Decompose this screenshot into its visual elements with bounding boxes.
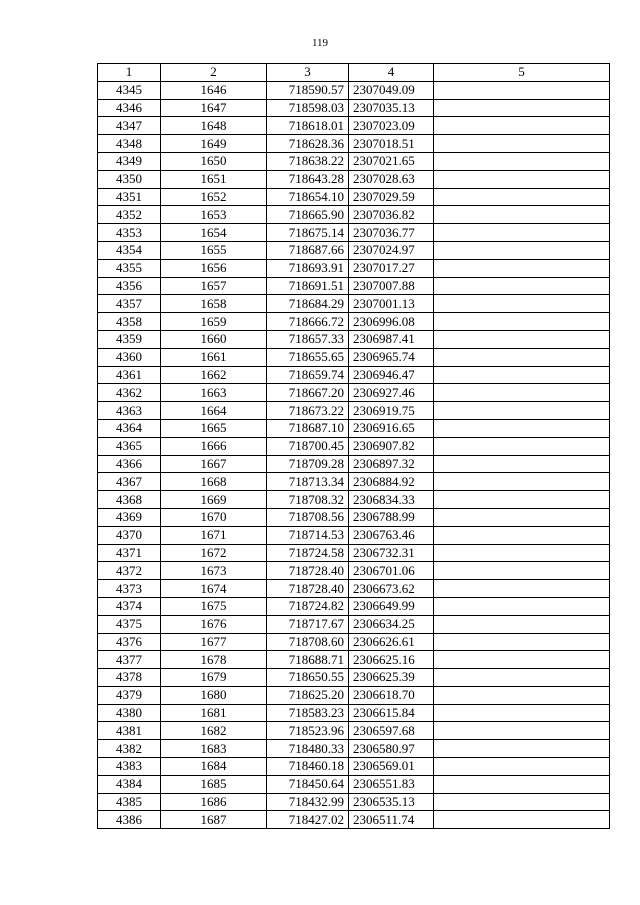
note-cell [434,580,610,598]
x-coordinate-cell: 718688.71 [267,651,349,669]
header-row [98,64,610,82]
table-row [98,330,610,348]
x-coordinate-cell: 718728.40 [267,580,349,598]
y-coordinate-cell: 2306919.75 [349,402,434,420]
y-coordinate-cell: 2307036.77 [349,224,434,242]
y-coordinate-cell: 2306649.99 [349,597,434,615]
x-coordinate-cell: 718675.14 [267,224,349,242]
y-coordinate-cell: 2306625.16 [349,651,434,669]
vertex-number-cell: 1668 [161,473,267,491]
y-coordinate-cell: 2306916.65 [349,419,434,437]
y-coordinate-cell: 2307024.97 [349,241,434,259]
table-row [98,188,610,206]
x-coordinate-cell: 718657.33 [267,330,349,348]
y-coordinate-cell: 2306551.83 [349,775,434,793]
note-cell [434,722,610,740]
table-row [98,437,610,455]
y-coordinate-cell: 2306927.46 [349,384,434,402]
note-cell [434,241,610,259]
table-row [98,580,610,598]
y-coordinate-cell: 2307001.13 [349,295,434,313]
y-coordinate-cell: 2307007.88 [349,277,434,295]
x-coordinate-cell: 718628.36 [267,135,349,153]
x-coordinate-cell: 718583.23 [267,704,349,722]
vertex-number-cell: 1676 [161,615,267,633]
point-id-cell: 4377 [98,651,161,669]
x-coordinate-cell: 718618.01 [267,117,349,135]
note-cell [434,508,610,526]
table-row [98,491,610,509]
vertex-number-cell: 1650 [161,152,267,170]
vertex-number-cell: 1656 [161,259,267,277]
point-id-cell: 4352 [98,206,161,224]
x-coordinate-cell: 718713.34 [267,473,349,491]
vertex-number-cell: 1681 [161,704,267,722]
point-id-cell: 4353 [98,224,161,242]
vertex-number-cell: 1683 [161,740,267,758]
point-id-cell: 4347 [98,117,161,135]
vertex-number-cell: 1666 [161,437,267,455]
note-cell [434,597,610,615]
note-cell [434,651,610,669]
y-coordinate-cell: 2306597.68 [349,722,434,740]
y-coordinate-cell: 2306701.06 [349,562,434,580]
point-id-cell: 4385 [98,793,161,811]
table-row [98,295,610,313]
table-row [98,615,610,633]
table-row [98,117,610,135]
x-coordinate-cell: 718638.22 [267,152,349,170]
note-cell [434,348,610,366]
table-row [98,793,610,811]
x-coordinate-cell: 718684.29 [267,295,349,313]
point-id-cell: 4380 [98,704,161,722]
x-coordinate-cell: 718724.82 [267,597,349,615]
note-cell [434,330,610,348]
note-cell [434,117,610,135]
note-cell [434,206,610,224]
table-row [98,811,610,829]
y-coordinate-cell: 2307035.13 [349,99,434,117]
table-row [98,206,610,224]
note-cell [434,455,610,473]
vertex-number-cell: 1670 [161,508,267,526]
y-coordinate-cell: 2307029.59 [349,188,434,206]
point-id-cell: 4375 [98,615,161,633]
point-id-cell: 4384 [98,775,161,793]
vertex-number-cell: 1660 [161,330,267,348]
x-coordinate-cell: 718724.58 [267,544,349,562]
table-row [98,152,610,170]
point-id-cell: 4370 [98,526,161,544]
table-row [98,313,610,331]
y-coordinate-cell: 2306569.01 [349,758,434,776]
y-coordinate-cell: 2307028.63 [349,170,434,188]
point-id-cell: 4360 [98,348,161,366]
point-id-cell: 4361 [98,366,161,384]
vertex-number-cell: 1651 [161,170,267,188]
note-cell [434,811,610,829]
x-coordinate-cell: 718450.64 [267,775,349,793]
point-id-cell: 4373 [98,580,161,598]
coordinates-table [97,63,610,829]
page-number: 119 [311,37,329,49]
vertex-number-cell: 1673 [161,562,267,580]
vertex-number-cell: 1687 [161,811,267,829]
point-id-cell: 4350 [98,170,161,188]
point-id-cell: 4359 [98,330,161,348]
x-coordinate-cell: 718655.65 [267,348,349,366]
note-cell [434,366,610,384]
y-coordinate-cell: 2306946.47 [349,366,434,384]
x-coordinate-cell: 718717.67 [267,615,349,633]
point-id-cell: 4349 [98,152,161,170]
table-row [98,740,610,758]
vertex-number-cell: 1663 [161,384,267,402]
point-id-cell: 4365 [98,437,161,455]
x-coordinate-cell: 718691.51 [267,277,349,295]
note-cell [434,419,610,437]
column-header-5: 5 [434,64,610,82]
point-id-cell: 4368 [98,491,161,509]
point-id-cell: 4367 [98,473,161,491]
x-coordinate-cell: 718673.22 [267,402,349,420]
x-coordinate-cell: 718693.91 [267,259,349,277]
y-coordinate-cell: 2307049.09 [349,81,434,99]
x-coordinate-cell: 718598.03 [267,99,349,117]
point-id-cell: 4346 [98,99,161,117]
table-body [98,81,610,828]
x-coordinate-cell: 718708.32 [267,491,349,509]
vertex-number-cell: 1655 [161,241,267,259]
y-coordinate-cell: 2306511.74 [349,811,434,829]
vertex-number-cell: 1669 [161,491,267,509]
y-coordinate-cell: 2307036.82 [349,206,434,224]
vertex-number-cell: 1657 [161,277,267,295]
table-row [98,633,610,651]
y-coordinate-cell: 2306788.99 [349,508,434,526]
table-row [98,704,610,722]
note-cell [434,188,610,206]
note-cell [434,740,610,758]
vertex-number-cell: 1675 [161,597,267,615]
y-coordinate-cell: 2306673.62 [349,580,434,598]
point-id-cell: 4369 [98,508,161,526]
note-cell [434,775,610,793]
y-coordinate-cell: 2306763.46 [349,526,434,544]
vertex-number-cell: 1674 [161,580,267,598]
table-row [98,402,610,420]
vertex-number-cell: 1659 [161,313,267,331]
note-cell [434,686,610,704]
x-coordinate-cell: 718654.10 [267,188,349,206]
table-row [98,597,610,615]
table-row [98,562,610,580]
x-coordinate-cell: 718687.10 [267,419,349,437]
y-coordinate-cell: 2307021.65 [349,152,434,170]
note-cell [434,526,610,544]
table-row [98,669,610,687]
x-coordinate-cell: 718590.57 [267,81,349,99]
note-cell [434,152,610,170]
vertex-number-cell: 1677 [161,633,267,651]
y-coordinate-cell: 2306634.25 [349,615,434,633]
point-id-cell: 4371 [98,544,161,562]
table-row [98,348,610,366]
column-header-4: 4 [349,64,434,82]
x-coordinate-cell: 718432.99 [267,793,349,811]
table-row [98,775,610,793]
x-coordinate-cell: 718667.20 [267,384,349,402]
vertex-number-cell: 1667 [161,455,267,473]
table-row [98,508,610,526]
note-cell [434,704,610,722]
x-coordinate-cell: 718708.56 [267,508,349,526]
vertex-number-cell: 1648 [161,117,267,135]
note-cell [434,384,610,402]
note-cell [434,295,610,313]
y-coordinate-cell: 2306996.08 [349,313,434,331]
point-id-cell: 4354 [98,241,161,259]
point-id-cell: 4348 [98,135,161,153]
vertex-number-cell: 1661 [161,348,267,366]
note-cell [434,758,610,776]
note-cell [434,313,610,331]
note-cell [434,633,610,651]
y-coordinate-cell: 2307023.09 [349,117,434,135]
y-coordinate-cell: 2306732.31 [349,544,434,562]
table-row [98,758,610,776]
note-cell [434,562,610,580]
point-id-cell: 4378 [98,669,161,687]
vertex-number-cell: 1665 [161,419,267,437]
table-row [98,99,610,117]
column-header-2: 2 [161,64,267,82]
point-id-cell: 4363 [98,402,161,420]
x-coordinate-cell: 718625.20 [267,686,349,704]
y-coordinate-cell: 2306965.74 [349,348,434,366]
y-coordinate-cell: 2306897.32 [349,455,434,473]
note-cell [434,669,610,687]
point-id-cell: 4386 [98,811,161,829]
table-row [98,419,610,437]
point-id-cell: 4379 [98,686,161,704]
x-coordinate-cell: 718427.02 [267,811,349,829]
point-id-cell: 4355 [98,259,161,277]
x-coordinate-cell: 718480.33 [267,740,349,758]
vertex-number-cell: 1654 [161,224,267,242]
y-coordinate-cell: 2306615.84 [349,704,434,722]
x-coordinate-cell: 718666.72 [267,313,349,331]
vertex-number-cell: 1649 [161,135,267,153]
point-id-cell: 4372 [98,562,161,580]
y-coordinate-cell: 2306618.70 [349,686,434,704]
point-id-cell: 4364 [98,419,161,437]
vertex-number-cell: 1662 [161,366,267,384]
table-row [98,241,610,259]
x-coordinate-cell: 718714.53 [267,526,349,544]
vertex-number-cell: 1647 [161,99,267,117]
table-row [98,224,610,242]
column-header-3: 3 [267,64,349,82]
x-coordinate-cell: 718523.96 [267,722,349,740]
note-cell [434,491,610,509]
y-coordinate-cell: 2306907.82 [349,437,434,455]
vertex-number-cell: 1678 [161,651,267,669]
table-row [98,170,610,188]
table-row [98,135,610,153]
x-coordinate-cell: 718687.66 [267,241,349,259]
vertex-number-cell: 1685 [161,775,267,793]
point-id-cell: 4382 [98,740,161,758]
point-id-cell: 4358 [98,313,161,331]
y-coordinate-cell: 2306626.61 [349,633,434,651]
note-cell [434,277,610,295]
table-row [98,722,610,740]
table-row [98,277,610,295]
table-row [98,259,610,277]
note-cell [434,135,610,153]
y-coordinate-cell: 2306987.41 [349,330,434,348]
note-cell [434,259,610,277]
vertex-number-cell: 1671 [161,526,267,544]
table-row [98,366,610,384]
y-coordinate-cell: 2306580.97 [349,740,434,758]
point-id-cell: 4351 [98,188,161,206]
point-id-cell: 4357 [98,295,161,313]
note-cell [434,473,610,491]
table-row [98,651,610,669]
table-row [98,384,610,402]
y-coordinate-cell: 2306625.39 [349,669,434,687]
point-id-cell: 4366 [98,455,161,473]
x-coordinate-cell: 718643.28 [267,170,349,188]
x-coordinate-cell: 718700.45 [267,437,349,455]
vertex-number-cell: 1679 [161,669,267,687]
y-coordinate-cell: 2306834.33 [349,491,434,509]
point-id-cell: 4381 [98,722,161,740]
x-coordinate-cell: 718659.74 [267,366,349,384]
y-coordinate-cell: 2306535.13 [349,793,434,811]
vertex-number-cell: 1652 [161,188,267,206]
note-cell [434,81,610,99]
note-cell [434,793,610,811]
x-coordinate-cell: 718650.55 [267,669,349,687]
note-cell [434,224,610,242]
vertex-number-cell: 1672 [161,544,267,562]
vertex-number-cell: 1646 [161,81,267,99]
point-id-cell: 4362 [98,384,161,402]
note-cell [434,437,610,455]
note-cell [434,544,610,562]
note-cell [434,615,610,633]
table-row [98,81,610,99]
point-id-cell: 4376 [98,633,161,651]
y-coordinate-cell: 2307017.27 [349,259,434,277]
point-id-cell: 4345 [98,81,161,99]
vertex-number-cell: 1686 [161,793,267,811]
x-coordinate-cell: 718709.28 [267,455,349,473]
vertex-number-cell: 1682 [161,722,267,740]
y-coordinate-cell: 2306884.92 [349,473,434,491]
note-cell [434,99,610,117]
table-row [98,544,610,562]
point-id-cell: 4383 [98,758,161,776]
table-header [98,64,610,82]
column-header-1: 1 [98,64,161,82]
vertex-number-cell: 1680 [161,686,267,704]
table-row [98,473,610,491]
point-id-cell: 4356 [98,277,161,295]
table-row [98,526,610,544]
vertex-number-cell: 1664 [161,402,267,420]
note-cell [434,402,610,420]
vertex-number-cell: 1658 [161,295,267,313]
vertex-number-cell: 1653 [161,206,267,224]
x-coordinate-cell: 718728.40 [267,562,349,580]
note-cell [434,170,610,188]
table-row [98,686,610,704]
y-coordinate-cell: 2307018.51 [349,135,434,153]
vertex-number-cell: 1684 [161,758,267,776]
table-row [98,455,610,473]
x-coordinate-cell: 718460.18 [267,758,349,776]
x-coordinate-cell: 718665.90 [267,206,349,224]
x-coordinate-cell: 718708.60 [267,633,349,651]
point-id-cell: 4374 [98,597,161,615]
